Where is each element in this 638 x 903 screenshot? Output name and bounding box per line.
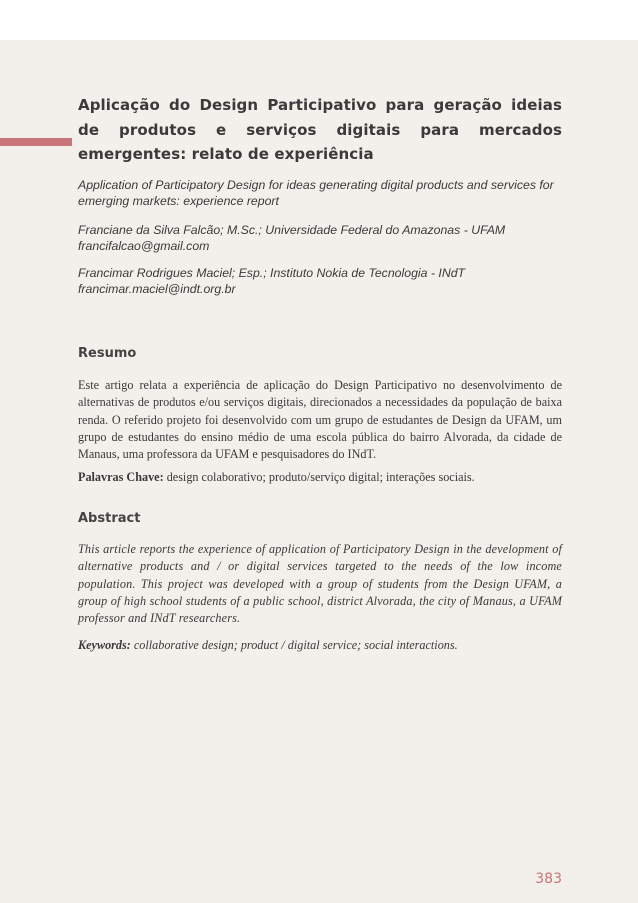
author-email: francifalcao@gmail.com — [78, 238, 210, 253]
resumo-heading: Resumo — [78, 346, 137, 361]
keywords-label: Palavras Chave: — [78, 470, 164, 484]
abstract-heading: Abstract — [78, 511, 141, 526]
author-affiliation: Franciane da Silva Falcão; M.Sc.; Universidade Federal do Amazonas - UFAM — [78, 223, 506, 237]
keywords-list: design colaborativo; produto/serviço digital; interações sociais. — [163, 470, 475, 484]
keywords-label: Keywords: — [78, 638, 131, 652]
author-email: francimar.maciel@indt.org.br — [78, 281, 236, 296]
author-block-2 — [78, 266, 562, 297]
keywords-list: collaborative design; product / digital service; social interactions. — [130, 638, 458, 652]
accent-bar — [0, 138, 72, 146]
english-title: Application of Participatory Design for ideas generating digital products and services for emerging markets: experience report — [78, 178, 554, 208]
author-affiliation: Francimar Rodrigues Maciel; Esp.; Instituto Nokia de Tecnologia - INdT — [78, 266, 466, 280]
paper-title: Aplicação do Design Participativo para geração ideias de produtos e serviços digitais para mercados emergentes: relato de experiência — [78, 96, 562, 163]
resumo-text: Este artigo relata a experiência de aplicação do Design Participativo no desenvolvimento de alternativas de produtos e/ou serviços digitais, direcionados a necessidades da população de baixa renda. O referido projeto foi desenvolvido com um grupo de estudantes de Design da UFAM, um grupo de estudantes do ensino médio de uma escola pública do bairro Alvorada, da cidade de Manaus, uma professora da UFAM e pesquisadores do INdT. — [78, 378, 562, 462]
abstract-text: This article reports the experience of application of Participatory Design in the development of alternative products and / or digital services targeted to the needs of the low income population. This project was developed with a group of students from the Design UFAM, a group of high school students of a public school, district Alvorada, the city of Manaus, a UFAM professor and INdT researchers. — [78, 542, 562, 626]
author-block-1 — [78, 223, 562, 254]
page-number: 383 — [535, 871, 562, 887]
keywords-en — [78, 637, 562, 654]
keywords-pt — [78, 469, 562, 486]
